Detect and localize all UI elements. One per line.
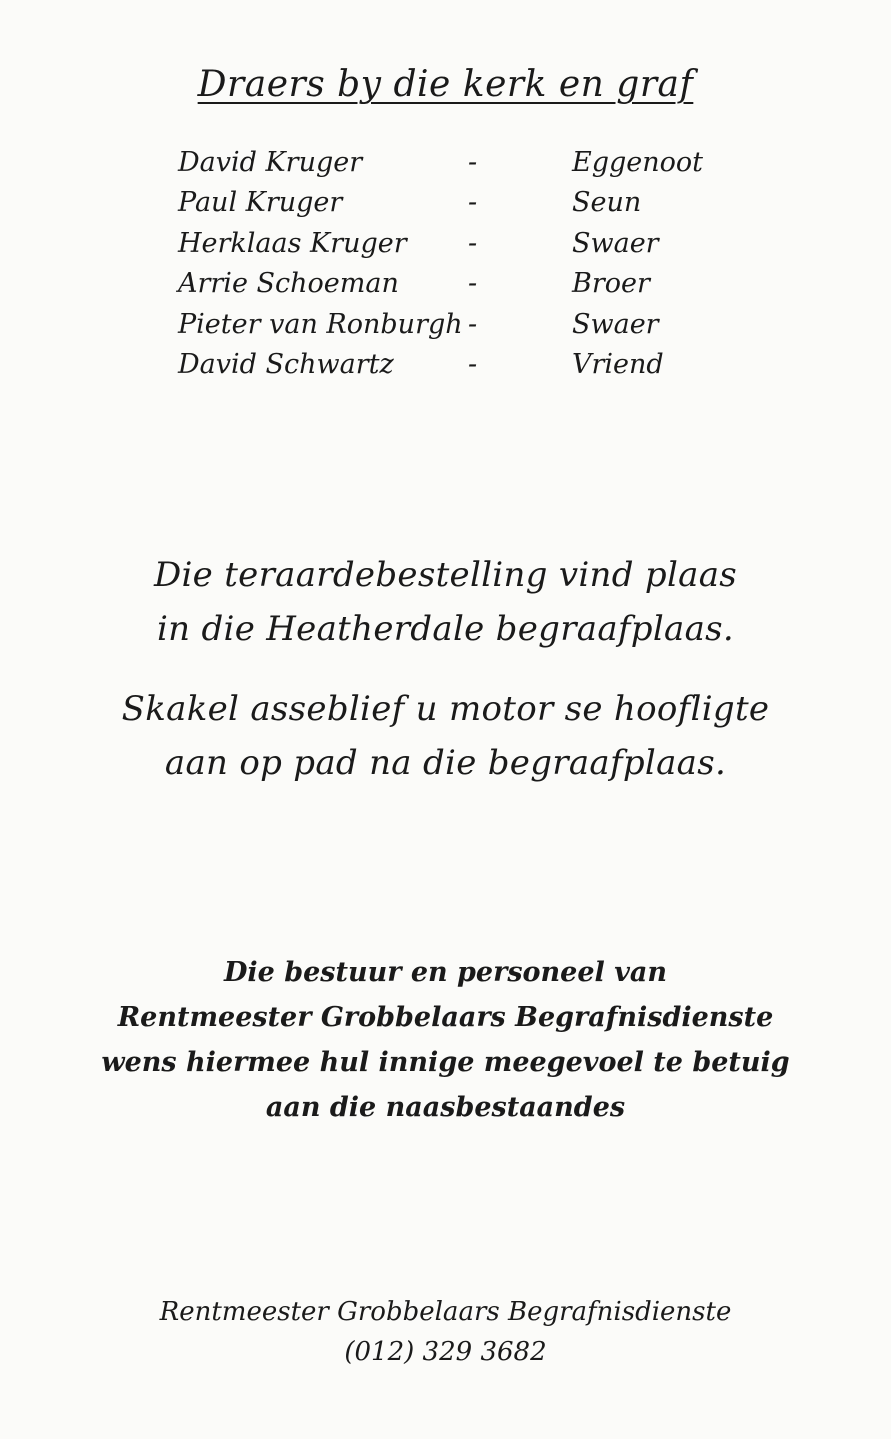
bearer-relation: Broer: [572, 268, 650, 300]
bearer-name: Arrie Schoeman: [178, 268, 399, 300]
bearer-separator: -: [468, 349, 478, 381]
burial-notice-line: in die Heatherdale begraafplaas.: [156, 609, 735, 649]
bearer-separator: -: [468, 146, 478, 178]
bearer-separator: -: [468, 308, 478, 340]
page-title: Draers by die kerk en graf: [197, 64, 694, 105]
condolence-line: Rentmeester Grobbelaars Begrafnisdienste: [117, 1002, 774, 1033]
condolence-line: wens hiermee hul innige meegevoel te betuig: [101, 1047, 790, 1078]
bearer-relation: Swaer: [572, 308, 659, 340]
burial-notice: [0, 548, 891, 656]
bearer-name: Herklaas Kruger: [178, 227, 407, 259]
footer-company: Rentmeester Grobbelaars Begrafnisdienste: [159, 1297, 732, 1327]
list-item: [178, 345, 738, 386]
footer-phone: (012) 329 3682: [344, 1337, 547, 1367]
bearer-relation: Eggenoot: [572, 146, 704, 178]
condolence-line: Die bestuur en personeel van: [223, 957, 668, 988]
bearer-relation: Seun: [572, 187, 642, 219]
list-item: [178, 142, 738, 183]
footer-contact: [0, 1292, 891, 1372]
burial-notice-line: Die teraardebestelling vind plaas: [153, 555, 738, 595]
condolence-line: aan die naasbestaandes: [265, 1092, 626, 1123]
bearer-name: Pieter van Ronburgh: [178, 308, 463, 340]
list-item: [178, 223, 738, 264]
bearer-name: Paul Kruger: [178, 187, 343, 219]
headlights-notice-line: aan op pad na die begraafplaas.: [164, 743, 727, 783]
condolence-message: [0, 950, 891, 1130]
bearer-separator: -: [468, 268, 478, 300]
bearer-relation: Vriend: [572, 349, 664, 381]
bearers-list: [178, 142, 738, 385]
headlights-notice: [0, 682, 891, 790]
list-item: [178, 264, 738, 305]
bearer-separator: -: [468, 227, 478, 259]
bearer-separator: -: [468, 187, 478, 219]
bearer-relation: Swaer: [572, 227, 659, 259]
bearer-name: David Kruger: [178, 146, 363, 178]
list-item: [178, 183, 738, 224]
list-item: [178, 304, 738, 345]
headlights-notice-line: Skakel asseblief u motor se hoofligte: [121, 689, 770, 729]
bearer-name: David Schwartz: [178, 349, 394, 381]
